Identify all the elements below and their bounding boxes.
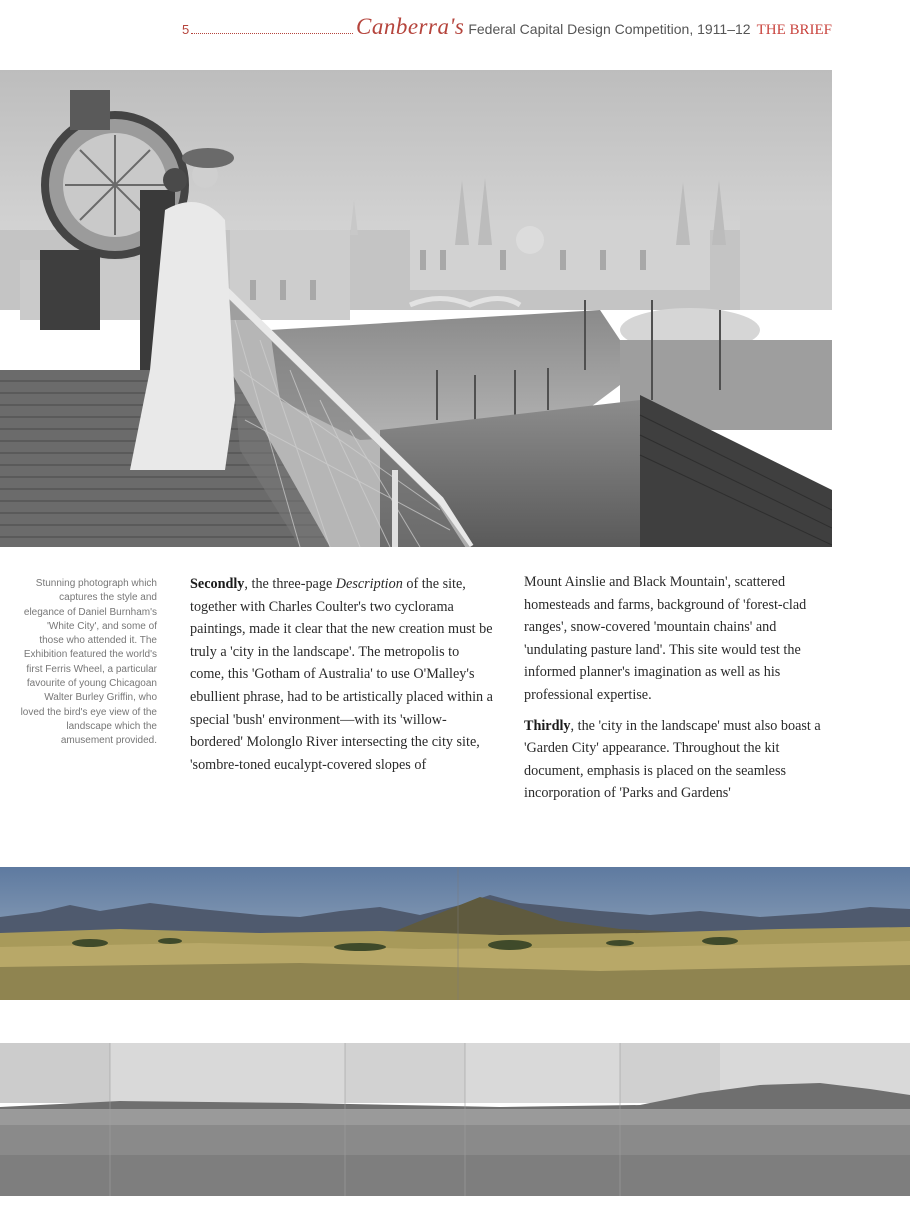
publication-title: Federal Capital Design Competition, 1911–12 [468,21,751,37]
paragraph-thirdly [524,715,824,805]
lead-word: Secondly [190,576,245,592]
brand-wordmark: Canberra's [356,14,465,39]
paragraph-text: , the 'city in the landscape' must also boast a 'Garden City' appearance. Throughout the kit document, emphasis is placed on the seamless incorporation of 'Parks and Gardens' [524,717,821,802]
lead-word: Thirdly [524,717,571,734]
paragraph-text: , the three-page [244,576,336,592]
emphasis-text: Description [335,576,403,592]
landscape-panorama-photograph [0,1043,910,1196]
leader-dots [191,22,353,34]
page-number: 5 [182,22,190,37]
text-column-1 [190,573,493,784]
paragraph-continued: Mount Ainslie and Black Mountain', scattered homesteads and farms, background of 'forest-clad ranges', snow-covered 'mountain chains' and 'undulating pasture land'. This site would test the informed planner's imagination as well as his professional expertise. [524,574,807,703]
section-title: THE BRIEF [756,22,832,38]
running-header [182,14,832,40]
paragraph-text: of the site, together with Charles Coulter's two cyclorama paintings, made it clear that the new creation must be truly a 'city in the landscape'. The metropolis to come, this 'Gotham of Australia' to use O'Malley's ebullient phrase, had to be artistically placed within a special 'bush' environment—with its 'willow-bordered' Molonglo River intersecting the city site, 'sombre-toned eucalypt-covered slopes of [190,576,493,773]
white-city-photograph [0,70,832,547]
paragraph-secondly [190,573,493,776]
photo-caption: Stunning photograph which captures the style and elegance of Daniel Burnham's 'White City', and some of those who attended it. The Exhibition featured the world's first Ferris Wheel, a particular favourite of young Chicagoan Walter Burley Griffin, who loved the bird's eye view of the landscape which the amusement provided. [20,578,157,747]
cyclorama-painting [0,867,910,1000]
text-column-2 [524,571,824,813]
